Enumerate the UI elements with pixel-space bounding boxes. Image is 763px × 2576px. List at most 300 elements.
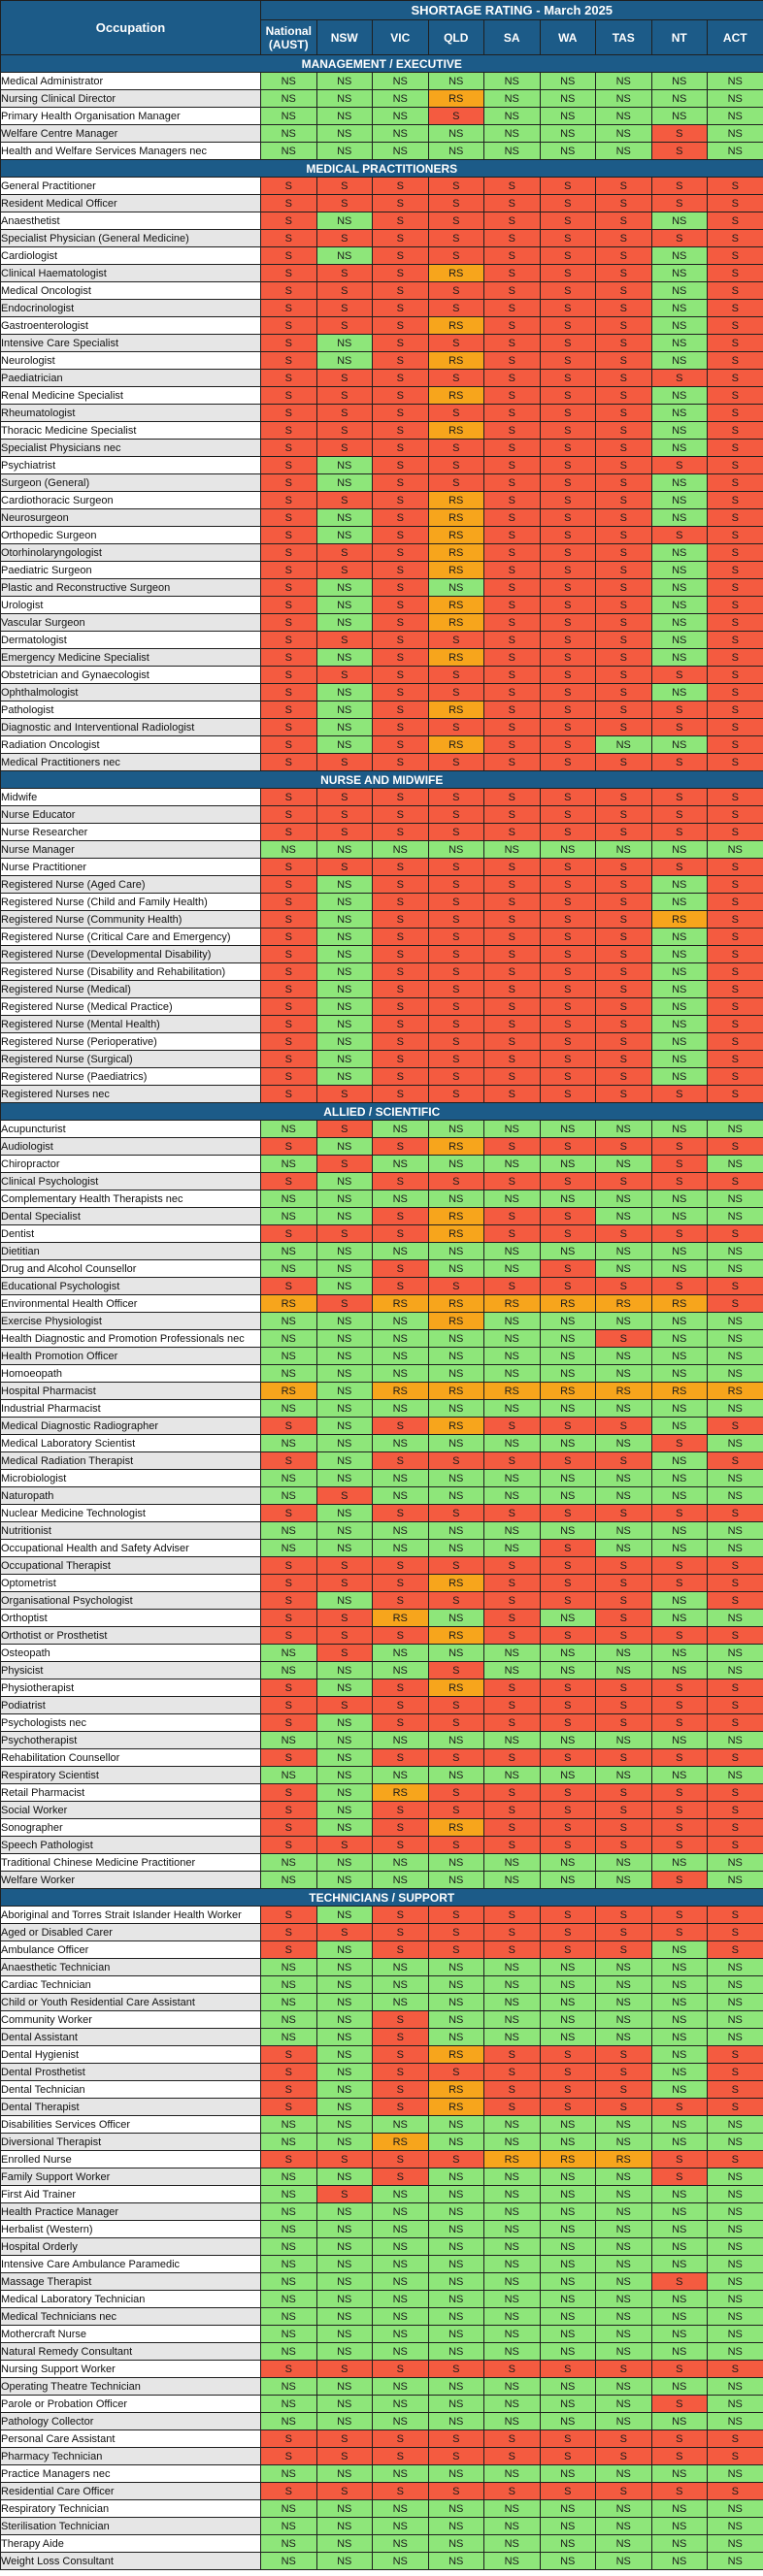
rating-cell: NS [261,1435,317,1452]
rating-cell: S [708,1575,763,1592]
rating-cell: S [373,387,429,405]
rating-cell: S [373,684,429,701]
rating-cell: NS [651,335,708,352]
rating-cell: S [484,579,541,597]
rating-cell: S [708,247,763,265]
rating-cell: NS [484,2116,541,2134]
rating-cell: NS [484,1767,541,1784]
table-row [1,317,763,335]
rating-cell: S [540,667,596,684]
rating-cell: NS [708,1470,763,1487]
rating-cell: NS [373,1872,429,1889]
rating-cell: NS [540,1348,596,1365]
rating-cell: S [428,981,484,998]
rating-cell: S [428,230,484,247]
rating-cell: NS [261,2011,317,2029]
rating-cell: NS [484,108,541,125]
rating-cell: S [428,963,484,981]
rating-cell: RS [596,1295,652,1313]
rating-cell: S [596,1330,652,1348]
rating-cell: NS [596,1260,652,1278]
rating-cell: S [428,1173,484,1190]
occupation-name: Welfare Worker [1,1872,261,1889]
rating-cell: S [540,405,596,422]
occupation-name: Health Diagnostic and Promotion Professionals nec [1,1330,261,1348]
rating-cell: S [261,684,317,701]
rating-cell: NS [484,1470,541,1487]
rating-cell: S [540,719,596,736]
occupation-name: Mothercraft Nurse [1,2326,261,2343]
rating-cell: NS [373,2413,429,2430]
rating-cell: S [316,178,373,195]
rating-cell: NS [428,2273,484,2291]
rating-cell: S [651,2483,708,2500]
rating-cell: S [261,352,317,370]
occupation-name: Paediatrician [1,370,261,387]
table-row [1,806,763,824]
table-row [1,2361,763,2378]
rating-cell: S [261,754,317,771]
rating-cell: S [596,1138,652,1156]
rating-cell: NS [428,2308,484,2326]
rating-cell: NS [708,1854,763,1872]
rating-cell: NS [651,405,708,422]
state-column-header-act: ACT [708,20,763,55]
table-row [1,1854,763,1872]
rating-cell: S [651,1837,708,1854]
rating-cell: NS [316,125,373,143]
rating-cell: RS [428,1225,484,1243]
rating-cell: S [708,859,763,876]
rating-cell: NS [373,2396,429,2413]
rating-cell: NS [316,649,373,667]
rating-cell: NS [261,1662,317,1679]
rating-cell: S [484,178,541,195]
occupation-name: Psychiatrist [1,457,261,474]
occupation-name: Endocrinologist [1,300,261,317]
rating-cell: NS [651,2238,708,2256]
occupation-column-header: Occupation [1,1,261,55]
rating-cell: NS [651,317,708,335]
rating-cell: NS [316,1435,373,1452]
rating-cell: NS [708,1732,763,1749]
rating-cell: NS [651,876,708,894]
rating-cell: S [261,527,317,544]
table-row [1,859,763,876]
rating-cell: S [261,2430,317,2448]
section-title: ALLIED / SCIENTIFIC [1,1103,763,1121]
rating-cell: S [540,527,596,544]
rating-cell: NS [484,2518,541,2535]
rating-cell: S [373,195,429,212]
rating-cell: NS [708,2011,763,2029]
rating-cell: S [708,509,763,527]
rating-cell: NS [428,2291,484,2308]
rating-cell: NS [316,1260,373,1278]
rating-cell: S [373,1749,429,1767]
rating-cell: NS [316,527,373,544]
rating-cell: NS [651,2518,708,2535]
rating-cell: NS [373,1540,429,1557]
rating-cell: NS [316,2099,373,2116]
rating-cell: S [708,1941,763,1959]
rating-cell: NS [316,929,373,946]
rating-cell: NS [651,2186,708,2203]
table-row [1,911,763,929]
rating-cell: S [428,178,484,195]
rating-cell: S [540,736,596,754]
occupation-name: Traditional Chinese Medicine Practitioner [1,1854,261,1872]
rating-cell: S [484,1086,541,1103]
rating-cell: S [373,597,429,614]
rating-cell: S [484,1749,541,1767]
table-row [1,1330,763,1348]
rating-cell: NS [261,2378,317,2396]
rating-cell: S [484,2046,541,2064]
rating-cell: S [651,1907,708,1924]
rating-cell: S [540,1086,596,1103]
rating-cell: S [261,579,317,597]
rating-cell: S [428,2448,484,2465]
rating-cell: NS [373,1313,429,1330]
rating-cell: NS [540,1435,596,1452]
rating-cell: S [428,2361,484,2378]
rating-cell: NS [708,2343,763,2361]
rating-cell: NS [428,1959,484,1976]
rating-cell: RS [261,1383,317,1400]
rating-cell: S [261,1924,317,1941]
rating-cell: S [261,317,317,335]
rating-cell: NS [708,2168,763,2186]
rating-cell: NS [651,1190,708,1208]
rating-cell: S [428,806,484,824]
rating-cell: S [596,247,652,265]
rating-cell: NS [708,1662,763,1679]
rating-cell: NS [596,2273,652,2291]
rating-cell: S [484,335,541,352]
rating-cell: S [428,894,484,911]
rating-cell: S [540,492,596,509]
rating-cell: NS [316,2046,373,2064]
rating-cell: S [484,1679,541,1697]
rating-cell: S [261,894,317,911]
rating-cell: S [428,1033,484,1051]
rating-cell: S [651,1173,708,1190]
rating-cell: NS [651,1645,708,1662]
rating-cell: NS [316,2273,373,2291]
rating-cell: NS [316,998,373,1016]
rating-cell: NS [596,1767,652,1784]
rating-cell: RS [596,2151,652,2168]
table-row [1,509,763,527]
rating-cell: NS [373,1767,429,1784]
rating-cell: S [596,1575,652,1592]
rating-cell: NS [651,300,708,317]
rating-cell: S [484,876,541,894]
rating-cell: RS [261,1295,317,1313]
rating-cell: NS [651,2256,708,2273]
rating-cell: S [540,300,596,317]
rating-cell: S [651,527,708,544]
rating-cell: NS [484,2500,541,2518]
rating-cell: NS [484,2396,541,2413]
rating-cell: S [428,2483,484,2500]
table-row [1,230,763,247]
rating-cell: NS [540,2326,596,2343]
rating-cell: S [540,474,596,492]
rating-cell: S [316,265,373,282]
state-column-header-nt: NT [651,20,708,55]
rating-cell: S [540,824,596,841]
rating-cell: NS [596,2116,652,2134]
rating-cell: S [261,2151,317,2168]
occupation-name: Health Promotion Officer [1,1348,261,1365]
rating-cell: NS [651,1540,708,1557]
rating-cell: S [261,2448,317,2465]
rating-cell: S [373,422,429,440]
rating-cell: NS [261,1732,317,1749]
rating-cell: S [708,317,763,335]
rating-cell: NS [484,2203,541,2221]
rating-cell: NS [261,1400,317,1418]
table-row [1,701,763,719]
rating-cell: S [261,247,317,265]
rating-cell: S [651,754,708,771]
rating-cell: NS [261,1854,317,1872]
rating-cell: S [261,2483,317,2500]
rating-cell: RS [484,2151,541,2168]
rating-cell: NS [651,492,708,509]
occupation-name: General Practitioner [1,178,261,195]
rating-cell: S [316,789,373,806]
rating-cell: S [651,1627,708,1645]
rating-cell: S [596,1679,652,1697]
rating-cell: NS [596,1190,652,1208]
rating-cell: S [316,1121,373,1138]
rating-cell: NS [261,108,317,125]
rating-cell: S [261,1907,317,1924]
rating-cell: NS [373,1522,429,1540]
rating-cell: S [708,544,763,562]
rating-cell: S [651,1819,708,1837]
state-column-header-sa: SA [484,20,541,55]
rating-cell: NS [708,2308,763,2326]
rating-cell: NS [316,2308,373,2326]
rating-cell: NS [261,1365,317,1383]
table-row [1,2430,763,2448]
table-row [1,1907,763,1924]
rating-cell: NS [596,1365,652,1383]
occupation-name: Ambulance Officer [1,1941,261,1959]
rating-cell: NS [596,1470,652,1487]
rating-cell: NS [651,387,708,405]
rating-cell: S [540,2099,596,2116]
rating-cell: NS [708,2396,763,2413]
occupation-name: Nurse Researcher [1,824,261,841]
rating-cell: NS [428,143,484,160]
table-row [1,2483,763,2500]
rating-cell: NS [316,1802,373,1819]
occupation-name: Medical Laboratory Scientist [1,1435,261,1452]
rating-cell: S [484,2361,541,2378]
rating-cell: RS [428,1313,484,1330]
rating-cell: S [261,701,317,719]
table-row [1,2448,763,2465]
table-row [1,2553,763,2570]
rating-cell: S [651,143,708,160]
rating-cell: S [540,911,596,929]
rating-cell: S [261,1452,317,1470]
occupation-name: Hospital Pharmacist [1,1383,261,1400]
rating-cell: NS [651,1854,708,1872]
rating-cell: S [261,265,317,282]
table-row [1,1592,763,1610]
rating-cell: S [708,230,763,247]
rating-cell: RS [428,352,484,370]
rating-cell: NS [540,1767,596,1784]
table-row [1,1470,763,1487]
rating-cell: S [373,247,429,265]
rating-cell: S [708,614,763,632]
rating-cell: S [484,649,541,667]
rating-cell: NS [373,2535,429,2553]
table-row [1,894,763,911]
occupation-name: Dental Technician [1,2081,261,2099]
table-row [1,2343,763,2361]
rating-cell: NS [484,1522,541,1540]
rating-cell: RS [428,2099,484,2116]
rating-cell: NS [540,1872,596,1889]
rating-cell: NS [316,597,373,614]
rating-cell: NS [484,2308,541,2326]
rating-cell: NS [316,1400,373,1418]
occupation-name: Homoeopath [1,1365,261,1383]
rating-cell: NS [708,1994,763,2011]
occupation-name: Intensive Care Specialist [1,335,261,352]
table-row [1,440,763,457]
rating-cell: NS [540,2168,596,2186]
rating-cell: S [261,719,317,736]
occupation-name: Rheumatologist [1,405,261,422]
table-row [1,90,763,108]
rating-cell: NS [484,1732,541,1749]
table-row [1,824,763,841]
rating-cell: S [540,387,596,405]
rating-cell: S [373,1679,429,1697]
rating-cell: S [484,457,541,474]
occupation-name: Occupational Health and Safety Adviser [1,1540,261,1557]
table-row [1,2203,763,2221]
rating-cell: RS [428,1208,484,1225]
rating-cell: RS [540,1383,596,1400]
table-row [1,1051,763,1068]
rating-cell: NS [708,1260,763,1278]
rating-cell: S [428,719,484,736]
occupation-name: Retail Pharmacist [1,1784,261,1802]
rating-cell: S [373,1260,429,1278]
rating-cell: NS [484,2326,541,2343]
rating-cell: S [316,562,373,579]
rating-cell: S [596,474,652,492]
rating-cell: NS [651,474,708,492]
rating-cell: S [484,1033,541,1051]
occupation-name: First Aid Trainer [1,2186,261,2203]
rating-cell: S [484,1505,541,1522]
rating-cell: RS [708,1383,763,1400]
rating-cell: S [261,998,317,1016]
rating-cell: S [596,929,652,946]
occupation-name: Primary Health Organisation Manager [1,108,261,125]
table-row [1,2116,763,2134]
table-row [1,1802,763,1819]
rating-cell: S [428,1557,484,1575]
rating-cell: NS [540,1190,596,1208]
table-row [1,1575,763,1592]
rating-cell: NS [373,2343,429,2361]
rating-cell: S [596,2361,652,2378]
rating-cell: S [484,1697,541,1714]
rating-cell: NS [261,2134,317,2151]
rating-cell: S [596,806,652,824]
occupation-name: Paediatric Surgeon [1,562,261,579]
table-row [1,422,763,440]
rating-cell: NS [596,2238,652,2256]
rating-cell: NS [651,736,708,754]
table-row [1,649,763,667]
rating-cell: NS [261,2535,317,2553]
rating-cell: S [373,789,429,806]
rating-cell: NS [373,1732,429,1749]
rating-cell: S [540,1278,596,1295]
rating-cell: NS [596,2168,652,2186]
rating-cell: NS [316,1749,373,1767]
rating-cell: NS [484,2413,541,2430]
rating-cell: NS [316,212,373,230]
occupation-name: Nurse Practitioner [1,859,261,876]
rating-cell: S [596,1924,652,1941]
table-row [1,597,763,614]
rating-cell: NS [596,1522,652,1540]
table-row [1,1086,763,1103]
occupation-name: Respiratory Technician [1,2500,261,2518]
rating-cell: S [540,1627,596,1645]
rating-cell: S [540,684,596,701]
rating-cell: NS [316,736,373,754]
rating-cell: NS [540,90,596,108]
rating-cell: S [540,1138,596,1156]
table-row [1,2500,763,2518]
rating-cell: S [540,2430,596,2448]
rating-cell: S [651,1679,708,1697]
rating-cell: S [316,370,373,387]
rating-cell: S [316,1487,373,1505]
rating-cell: S [316,1645,373,1662]
rating-cell: NS [484,1190,541,1208]
occupation-name: Community Worker [1,2011,261,2029]
occupation-name: Nurse Manager [1,841,261,859]
rating-cell: S [261,1575,317,1592]
rating-cell: NS [708,108,763,125]
rating-cell: S [373,911,429,929]
rating-cell: S [596,911,652,929]
rating-cell: S [261,544,317,562]
rating-cell: S [373,824,429,841]
rating-cell: S [596,998,652,1016]
rating-cell: NS [373,2553,429,2570]
rating-cell: NS [261,2518,317,2535]
rating-cell: NS [316,2168,373,2186]
occupation-name: Radiation Oncologist [1,736,261,754]
